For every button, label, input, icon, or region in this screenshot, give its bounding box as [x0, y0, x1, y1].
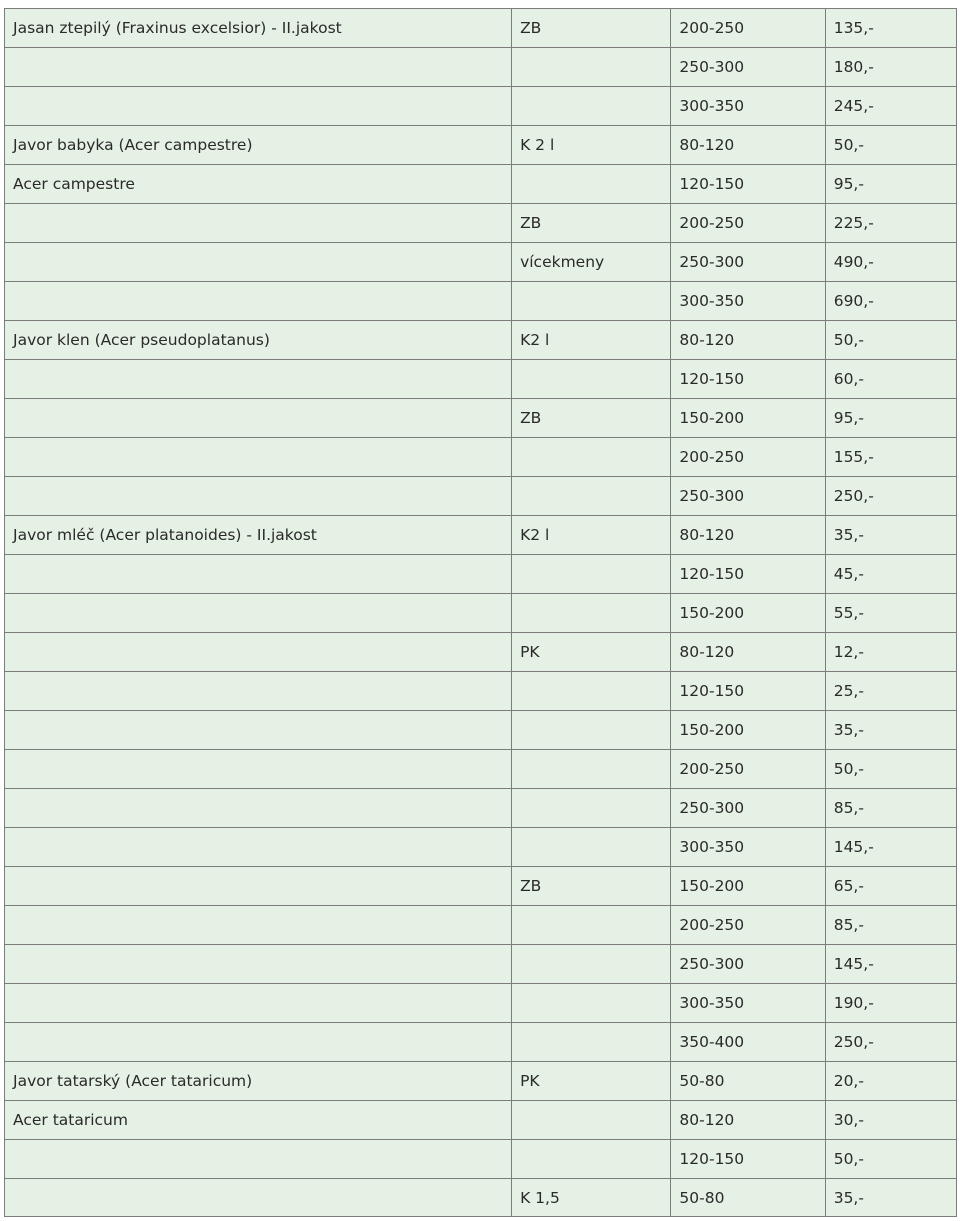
size-cell: 250-300: [671, 789, 825, 828]
size-cell: 80-120: [671, 1101, 825, 1140]
table-row: [5, 867, 957, 906]
table-row: [5, 9, 957, 48]
size-cell: 150-200: [671, 711, 825, 750]
price-cell: 250,-: [825, 477, 956, 516]
form-cell: [512, 438, 671, 477]
table-row: [5, 789, 957, 828]
form-cell: [512, 165, 671, 204]
form-cell: ZB: [512, 867, 671, 906]
form-cell: ZB: [512, 399, 671, 438]
price-cell: 85,-: [825, 906, 956, 945]
plant-name-cell: [5, 750, 512, 789]
table-row: [5, 672, 957, 711]
size-cell: 120-150: [671, 672, 825, 711]
plant-name-cell: Javor tatarský (Acer tataricum): [5, 1062, 512, 1101]
form-cell: [512, 828, 671, 867]
plant-name-cell: Acer tataricum: [5, 1101, 512, 1140]
price-cell: 35,-: [825, 711, 956, 750]
size-cell: 80-120: [671, 321, 825, 360]
table-row: [5, 399, 957, 438]
table-row: [5, 594, 957, 633]
plant-name-cell: [5, 1140, 512, 1179]
form-cell: [512, 1140, 671, 1179]
price-cell: 25,-: [825, 672, 956, 711]
size-cell: 150-200: [671, 594, 825, 633]
size-cell: 200-250: [671, 9, 825, 48]
price-cell: 245,-: [825, 87, 956, 126]
plant-name-cell: [5, 360, 512, 399]
table-row: [5, 48, 957, 87]
price-cell: 35,-: [825, 1179, 956, 1217]
price-cell: 145,-: [825, 945, 956, 984]
form-cell: PK: [512, 633, 671, 672]
plant-name-cell: [5, 672, 512, 711]
size-cell: 80-120: [671, 633, 825, 672]
table-row: [5, 126, 957, 165]
table-row: [5, 282, 957, 321]
plant-name-cell: [5, 984, 512, 1023]
table-row: [5, 828, 957, 867]
plant-name-cell: [5, 711, 512, 750]
plant-name-cell: [5, 945, 512, 984]
price-cell: 490,-: [825, 243, 956, 282]
size-cell: 300-350: [671, 282, 825, 321]
price-cell: 180,-: [825, 48, 956, 87]
plant-name-cell: Javor klen (Acer pseudoplatanus): [5, 321, 512, 360]
price-cell: 690,-: [825, 282, 956, 321]
size-cell: 50-80: [671, 1179, 825, 1217]
table-row: [5, 1023, 957, 1062]
size-cell: 350-400: [671, 1023, 825, 1062]
size-cell: 250-300: [671, 477, 825, 516]
table-row: [5, 321, 957, 360]
table-row: [5, 1101, 957, 1140]
table-row: [5, 204, 957, 243]
plant-name-cell: [5, 555, 512, 594]
size-cell: 200-250: [671, 438, 825, 477]
table-row: [5, 87, 957, 126]
price-cell: 50,-: [825, 1140, 956, 1179]
plant-name-cell: [5, 477, 512, 516]
size-cell: 120-150: [671, 555, 825, 594]
price-cell: 60,-: [825, 360, 956, 399]
plant-name-cell: Javor mléč (Acer platanoides) - II.jakost: [5, 516, 512, 555]
form-cell: [512, 984, 671, 1023]
table-row: [5, 906, 957, 945]
table-row: [5, 360, 957, 399]
size-cell: 300-350: [671, 984, 825, 1023]
table-row: [5, 477, 957, 516]
plant-name-cell: [5, 438, 512, 477]
price-cell: 65,-: [825, 867, 956, 906]
size-cell: 250-300: [671, 945, 825, 984]
price-cell: 250,-: [825, 1023, 956, 1062]
form-cell: [512, 750, 671, 789]
table-row: [5, 1140, 957, 1179]
price-cell: 135,-: [825, 9, 956, 48]
price-cell: 20,-: [825, 1062, 956, 1101]
price-cell: 12,-: [825, 633, 956, 672]
form-cell: K2 l: [512, 516, 671, 555]
form-cell: [512, 555, 671, 594]
size-cell: 150-200: [671, 399, 825, 438]
table-row: [5, 984, 957, 1023]
form-cell: PK: [512, 1062, 671, 1101]
table-row: [5, 438, 957, 477]
form-cell: [512, 594, 671, 633]
size-cell: 250-300: [671, 243, 825, 282]
size-cell: 300-350: [671, 87, 825, 126]
plant-name-cell: [5, 87, 512, 126]
price-cell: 145,-: [825, 828, 956, 867]
table-row: [5, 516, 957, 555]
price-cell: 45,-: [825, 555, 956, 594]
form-cell: [512, 711, 671, 750]
price-cell: 190,-: [825, 984, 956, 1023]
plant-name-cell: [5, 594, 512, 633]
plant-name-cell: [5, 282, 512, 321]
plant-name-cell: [5, 828, 512, 867]
plant-name-cell: [5, 867, 512, 906]
size-cell: 300-350: [671, 828, 825, 867]
form-cell: [512, 360, 671, 399]
form-cell: K 1,5: [512, 1179, 671, 1217]
form-cell: [512, 1023, 671, 1062]
size-cell: 80-120: [671, 516, 825, 555]
plant-name-cell: Jasan ztepilý (Fraxinus excelsior) - II.jakost: [5, 9, 512, 48]
form-cell: [512, 1101, 671, 1140]
price-table: [4, 8, 957, 1217]
plant-name-cell: Javor babyka (Acer campestre): [5, 126, 512, 165]
size-cell: 120-150: [671, 360, 825, 399]
form-cell: [512, 672, 671, 711]
price-table-body: [5, 9, 957, 1217]
table-row: [5, 750, 957, 789]
plant-name-cell: [5, 48, 512, 87]
form-cell: vícekmeny: [512, 243, 671, 282]
form-cell: K2 l: [512, 321, 671, 360]
form-cell: ZB: [512, 9, 671, 48]
price-cell: 155,-: [825, 438, 956, 477]
table-row: [5, 1062, 957, 1101]
form-cell: [512, 789, 671, 828]
form-cell: [512, 945, 671, 984]
price-cell: 50,-: [825, 321, 956, 360]
form-cell: [512, 48, 671, 87]
price-cell: 50,-: [825, 750, 956, 789]
price-cell: 95,-: [825, 399, 956, 438]
table-row: [5, 945, 957, 984]
price-cell: 95,-: [825, 165, 956, 204]
table-row: [5, 165, 957, 204]
size-cell: 120-150: [671, 1140, 825, 1179]
plant-name-cell: [5, 1179, 512, 1217]
size-cell: 120-150: [671, 165, 825, 204]
form-cell: [512, 87, 671, 126]
form-cell: ZB: [512, 204, 671, 243]
size-cell: 200-250: [671, 906, 825, 945]
form-cell: K 2 l: [512, 126, 671, 165]
form-cell: [512, 477, 671, 516]
plant-name-cell: [5, 633, 512, 672]
price-cell: 50,-: [825, 126, 956, 165]
form-cell: [512, 282, 671, 321]
form-cell: [512, 906, 671, 945]
plant-name-cell: [5, 789, 512, 828]
plant-name-cell: Acer campestre: [5, 165, 512, 204]
price-cell: 35,-: [825, 516, 956, 555]
table-row: [5, 555, 957, 594]
plant-name-cell: [5, 243, 512, 282]
plant-name-cell: [5, 906, 512, 945]
size-cell: 200-250: [671, 750, 825, 789]
price-cell: 55,-: [825, 594, 956, 633]
size-cell: 250-300: [671, 48, 825, 87]
size-cell: 150-200: [671, 867, 825, 906]
table-row: [5, 1179, 957, 1217]
size-cell: 200-250: [671, 204, 825, 243]
table-row: [5, 633, 957, 672]
table-row: [5, 711, 957, 750]
table-row: [5, 243, 957, 282]
price-cell: 30,-: [825, 1101, 956, 1140]
size-cell: 50-80: [671, 1062, 825, 1101]
plant-name-cell: [5, 399, 512, 438]
plant-name-cell: [5, 1023, 512, 1062]
size-cell: 80-120: [671, 126, 825, 165]
price-cell: 225,-: [825, 204, 956, 243]
plant-name-cell: [5, 204, 512, 243]
price-cell: 85,-: [825, 789, 956, 828]
